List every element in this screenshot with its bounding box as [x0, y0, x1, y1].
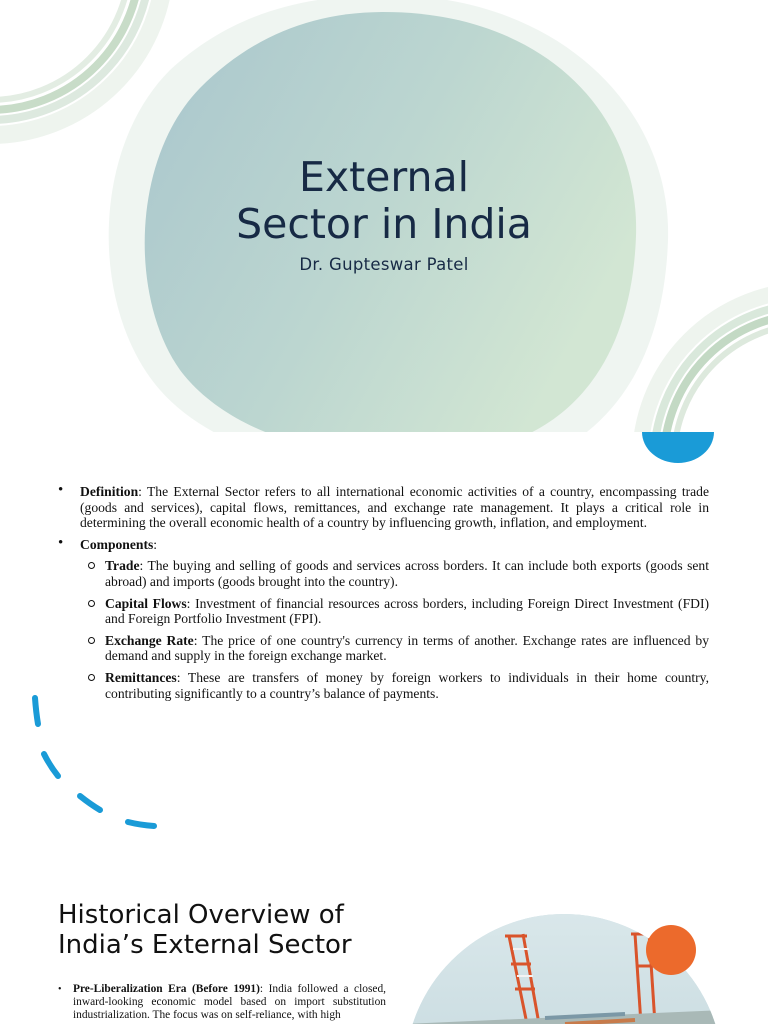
slide-historical-overview [0, 864, 768, 1024]
bullet-dot: • [58, 482, 64, 498]
sub-bullet-term: Capital Flows [105, 595, 187, 611]
slide3-title-line1: Historical Overview of [58, 900, 344, 930]
sub-bullet-text: : Investment of financial resources across borders, including Foreign Direct Investment (FDI) and Foreign Portfolio Investment (FPI). [105, 595, 709, 627]
bullet-text: : [153, 536, 158, 552]
slide-title [0, 0, 768, 432]
sub-bullet-ring [88, 674, 95, 681]
sub-bullet-ring [88, 600, 95, 607]
slide3-title [58, 900, 398, 960]
bullet-pre-liberalization [58, 983, 386, 1023]
sub-bullet-ring [88, 637, 95, 644]
blue-half-circle [642, 432, 714, 463]
bullet-term: Definition [80, 484, 139, 499]
slide-definition [0, 432, 768, 864]
bullet-components [58, 534, 709, 553]
slide3-body [58, 983, 386, 1023]
bullet-term: Components [80, 536, 154, 552]
slide1-title [184, 154, 584, 248]
sub-bullet-capital-flows [58, 596, 709, 627]
sub-bullet-ring [88, 562, 95, 569]
sub-bullet-term: Trade [105, 558, 140, 574]
sub-bullet-trade [58, 558, 709, 589]
slide2-body [58, 484, 709, 707]
bullet-dot: • [58, 984, 62, 995]
dashed-arc [35, 698, 154, 826]
bullet-text: : The External Sector refers to all international economic activities of a country, encompassing trade (goods and services), capital flows, remittances, and exchange rate management. It plays a critical role in determining the overall economic health of a country by influencing growth, inflation, and employment. [80, 484, 709, 531]
sub-bullet-term: Remittances [105, 669, 177, 685]
slide1-title-line1: External [298, 153, 470, 201]
author-name: Dr. Gupteswar Patel [299, 255, 469, 274]
sub-bullet-text: : These are transfers of money by foreign workers to individuals in their home country, contributing significantly to a country’s balance of payments. [105, 669, 709, 701]
bullet-dot: • [58, 534, 64, 551]
sub-bullet-term: Exchange Rate [105, 632, 194, 648]
bullet-term: Pre-Liberalization Era (Before 1991) [73, 983, 260, 995]
sub-bullet-exchange-rate [58, 633, 709, 664]
slide1-title-line2: Sector in India [236, 200, 532, 248]
sub-bullet-text: : The buying and selling of goods and services across borders. It can include both exports (goods sent abroad) and imports (goods brought into the country). [105, 558, 709, 589]
bullet-text: : India followed a closed, inward-looking economic model based on import substitution industrialization. The focus was on self-reliance, with high [73, 983, 387, 1022]
sub-bullet-text: : The price of one country's currency in terms of another. Exchange rates are influenced by demand and supply in the foreign exchange market. [105, 632, 710, 664]
sub-bullet-remittances [58, 670, 709, 701]
arc-bottom-right [640, 290, 768, 432]
bullet-definition [58, 484, 709, 531]
slide3-title-line2: India’s External Sector [58, 930, 352, 960]
orange-circle-decoration [646, 925, 696, 975]
